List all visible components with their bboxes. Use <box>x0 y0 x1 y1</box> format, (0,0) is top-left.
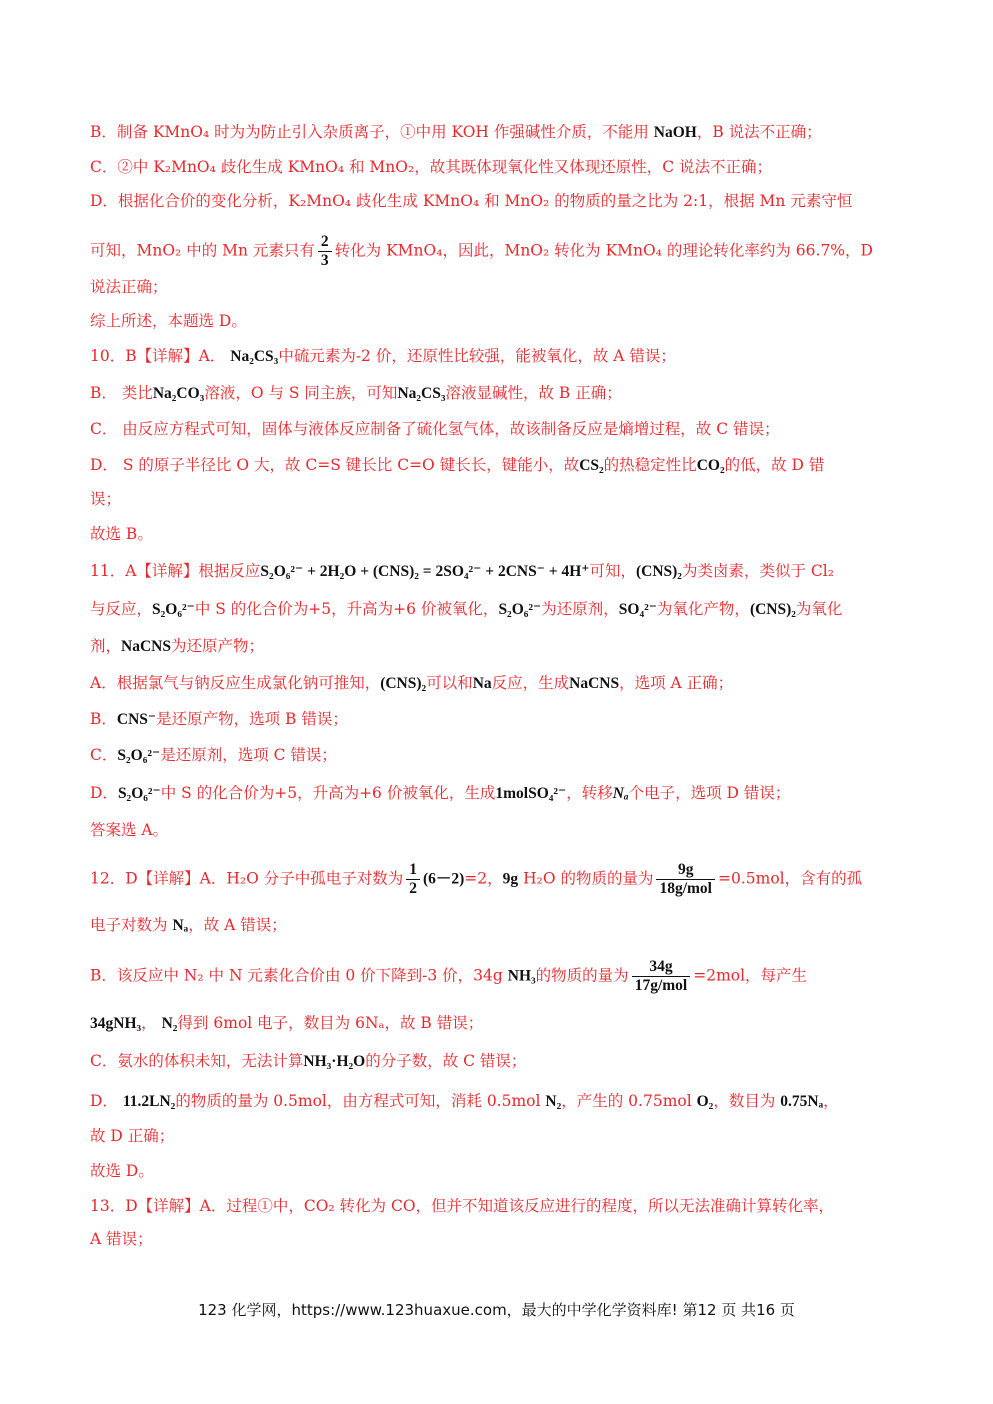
text-line: C． 由反应方程式可知，固体与液体反应制备了硫化氢气体，故该制备反应是熵增过程，故 C 错误； <box>90 420 780 438</box>
fraction: $\frac{9g}{\text{18g/mol}}$ <box>656 861 715 898</box>
text-line: D．根据化合价的变化分析，K₂MnO₄ 歧化生成 KMnO₄ 和 MnO₂ 的物质的量之比为 2:1，根据 Mn 元素守恒 <box>90 192 853 210</box>
text-line: 与反应，S₂O₆²⁻中 S 的化合价为+5，升高为+6 价被氧化，S₂O₆²⁻为还原剂，SO₄²⁻为氧化产物，(CNS)₂为氧化 <box>90 600 843 618</box>
fraction: $\frac{34g}{\text{17g/mol}}$ <box>632 958 691 995</box>
fraction: $\frac{1}{2}$ <box>406 861 420 898</box>
text-line: 误； <box>90 490 122 508</box>
text-line: 说法正确； <box>90 278 168 296</box>
text-line: 电子对数为 Nₐ，故 A 错误； <box>90 916 287 934</box>
text-line: C．S₂O₆²⁻是还原剂，选项 C 错误； <box>90 746 337 764</box>
text-line: C．氨水的体积未知，无法计算NH₃·H₂O的分子数，故 C 错误； <box>90 1052 527 1070</box>
text-line: D． S 的原子半径比 O 大，故 C=S 键长比 C=O 键长长，键能小，故CS₂的热稳定性比CO₂的低，故 D 错 <box>90 456 825 474</box>
page-footer: 123 化学网，https://www.123huaxue.com，最大的中学化学资料库! 第12 页 共16 页 <box>198 1301 795 1319</box>
text-line: 综上所述，本题选 D。 <box>90 312 247 330</box>
text-line: 剂，NaCNS为还原产物； <box>90 637 264 655</box>
text-line: 故选 D。 <box>90 1162 154 1180</box>
text-line: 可知，MnO₂ 中的 Mn 元素只有 $\frac{2}{3}$ 转化为 KMnO₄，因此，MnO₂ 转化为 KMnO₄ 的理论转化率约为 66.7%，D <box>90 233 873 269</box>
text-line: C．②中 K₂MnO₄ 歧化生成 KMnO₄ 和 MnO₂，故其既体现氧化性又体现还原性，C 说法不正确； <box>90 158 772 176</box>
text-line: A 错误； <box>90 1230 153 1248</box>
text-line: 故选 B。 <box>90 525 153 543</box>
text-line: 11．A【详解】根据反应S₂O₆²⁻ + 2H₂O + (CNS)₂ = 2SO₄²⁻ + 2CNS⁻ + 4H⁺可知，(CNS)₂为类卤素，类似于 Cl₂ <box>90 562 834 580</box>
text-line: D．S₂O₆²⁻中 S 的化合价为+5，升高为+6 价被氧化，生成1molSO₄²⁻，转移Nₐ个电子，选项 D 错误； <box>90 784 791 802</box>
text-line: 答案选 A。 <box>90 821 169 839</box>
text-line: 故 D 正确； <box>90 1127 175 1145</box>
text-line: B．CNS⁻是还原产物，选项 B 错误； <box>90 710 348 728</box>
text-line: B．该反应中 N₂ 中 N 元素化合价由 0 价下降到-3 价，34g NH₃的物质的量为 $\frac{34g}{\text{17g/mol}}$ =2mol，每产生 <box>90 958 808 994</box>
text-line: B． 类比Na₂CO₃溶液，O 与 S 同主族，可知Na₂CS₃溶液显碱性，故 B 正确； <box>90 384 622 402</box>
text-line: 12．D【详解】A．H₂O 分子中孤电子对数为 $\frac{1}{2}$ (6－2)=2，9g H₂O 的物质的量为 $\frac{9g}{\text{18g/mol}}$ =0.5mol，含有的孤 <box>90 861 863 897</box>
text-line: D． 11.2LN₂的物质的量为 0.5mol，由方程式可知，消耗 0.5mol N₂，产生的 0.75mol O₂，数目为 0.75Nₐ， <box>90 1092 839 1110</box>
text-line: 10．B【详解】A． Na₂CS₃中硫元素为-2 价，还原性比较强，能被氧化，故 A 错误； <box>90 347 676 365</box>
text-line: 34gNH₃， N₂得到 6mol 电子，数目为 6Nₐ，故 B 错误； <box>90 1014 484 1032</box>
fraction: $\frac{2}{3}$ <box>318 233 332 270</box>
text-line: A．根据氯气与钠反应生成氯化钠可推知，(CNS)₂可以和Na反应，生成NaCNS，选项 A 正确； <box>90 674 734 692</box>
text-line: 13．D【详解】A．过程①中，CO₂ 转化为 CO，但并不知道该反应进行的程度，所以无法准确计算转化率， <box>90 1197 835 1215</box>
text-line: B．制备 KMnO₄ 时为为防止引入杂质离子，①中用 KOH 作强碱性介质，不能用 NaOH，B 说法不正确； <box>90 123 822 141</box>
